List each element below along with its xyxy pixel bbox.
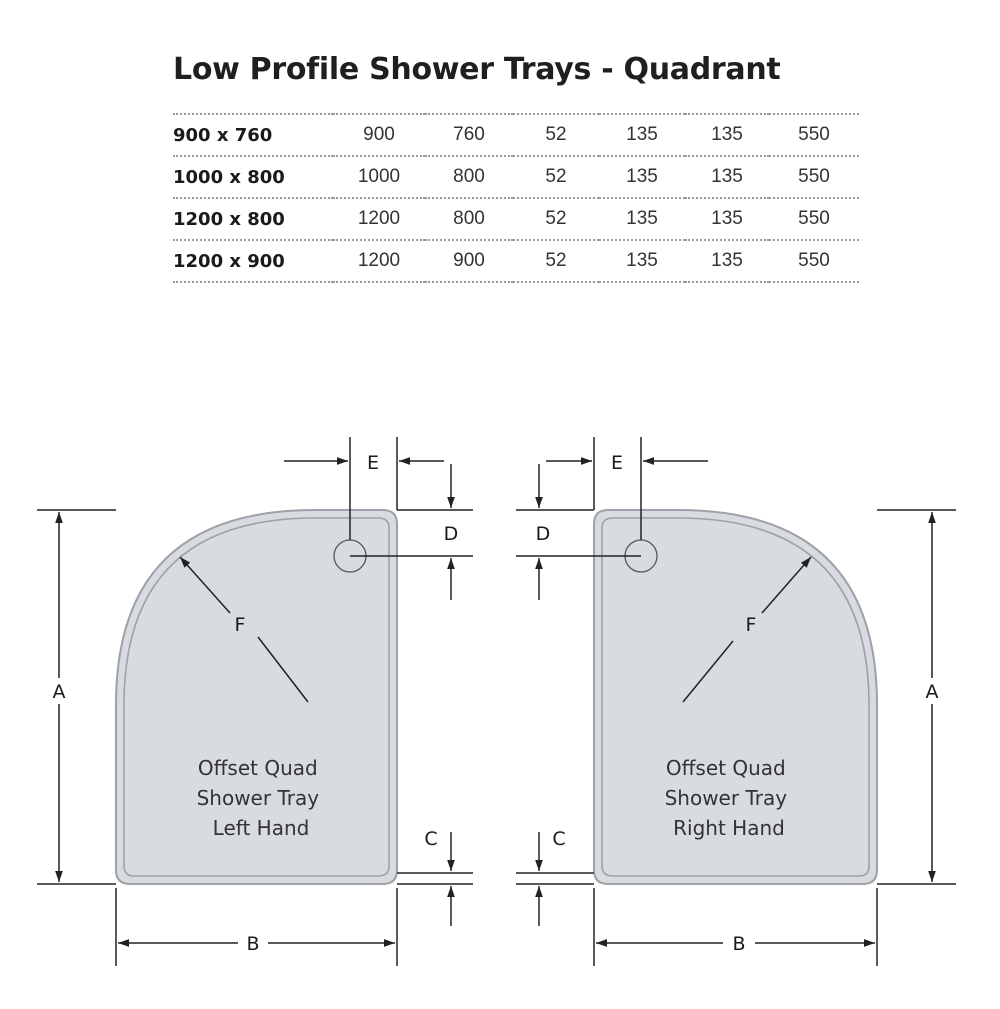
value-cell: 135 [685, 198, 769, 240]
value-cell: 135 [599, 198, 685, 240]
value-cell: 550 [769, 156, 859, 198]
right-tray-label-line: Shower Tray [664, 786, 788, 810]
value-cell: 135 [599, 156, 685, 198]
page-title: Low Profile Shower Trays - Quadrant [173, 52, 781, 87]
size-cell: 900 x 760 [173, 114, 333, 156]
left-tray-label-line: Shower Tray [196, 786, 320, 810]
value-cell: 550 [769, 198, 859, 240]
left-dim-e-label: E [366, 452, 380, 474]
value-cell: 800 [425, 198, 513, 240]
value-cell: 52 [513, 114, 599, 156]
value-cell: 550 [769, 114, 859, 156]
value-cell: 135 [685, 240, 769, 282]
left-dim-b-label: B [246, 933, 260, 955]
value-cell: 135 [599, 114, 685, 156]
value-cell: 52 [513, 156, 599, 198]
right-dim-f-label: F [745, 614, 757, 636]
left-dim-c-label: C [424, 828, 438, 850]
right-dim-e-label: E [610, 452, 624, 474]
value-cell: 1000 [333, 156, 425, 198]
left-dim-a-label: A [52, 681, 66, 703]
right-tray-label [665, 756, 794, 840]
value-cell: 135 [685, 156, 769, 198]
right-tray-drawing [516, 437, 956, 966]
value-cell: 135 [599, 240, 685, 282]
right-dim-c-label: C [552, 828, 566, 850]
value-cell: 800 [425, 156, 513, 198]
left-tray-label [197, 756, 326, 840]
size-cell: 1000 x 800 [173, 156, 333, 198]
right-dim-a-label: A [925, 681, 939, 703]
left-tray-label-line: Offset Quad [197, 756, 318, 780]
value-cell: 550 [769, 240, 859, 282]
value-cell: 52 [513, 198, 599, 240]
value-cell: 1200 [333, 240, 425, 282]
size-cell: 1200 x 900 [173, 240, 333, 282]
value-cell: 760 [425, 114, 513, 156]
value-cell: 1200 [333, 198, 425, 240]
right-tray-label-line: Offset Quad [665, 756, 786, 780]
value-cell: 135 [685, 114, 769, 156]
size-cell: 1200 x 800 [173, 198, 333, 240]
value-cell: 52 [513, 240, 599, 282]
value-cell: 900 [425, 240, 513, 282]
left-dim-d-label: D [443, 523, 459, 545]
right-dim-d-label: D [535, 523, 551, 545]
left-tray-label-line: Left Hand [212, 816, 310, 840]
right-dim-b-label: B [732, 933, 746, 955]
left-dim-f-label: F [234, 614, 246, 636]
left-tray-drawing [37, 437, 473, 966]
right-tray-label-line: Right Hand [673, 816, 785, 840]
value-cell: 900 [333, 114, 425, 156]
